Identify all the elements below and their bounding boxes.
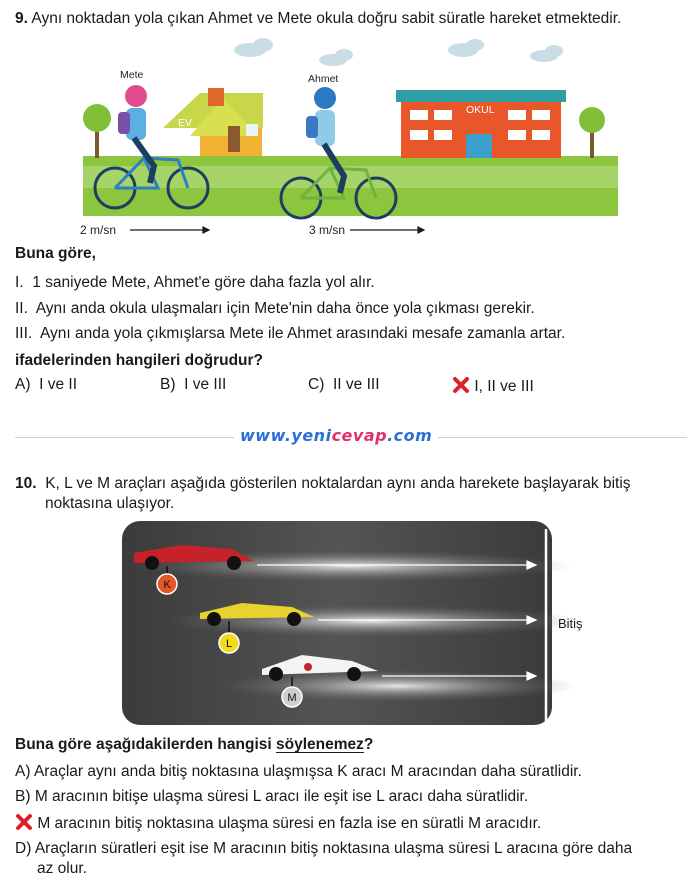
question-text: K, L ve M araçları aşağıda gösterilen noktalardan aynı anda harekete başlayarak bitiş: [45, 475, 631, 492]
statement-text: 1 saniyede Mete, Ahmet'e göre daha fazla yol alır.: [32, 274, 375, 291]
option-b[interactable]: [15, 788, 528, 806]
site-watermark[interactable]: [234, 426, 438, 445]
option-text: M aracının bitişe ulaşma süresi L aracı ile eşit ise L aracı daha süratlidir.: [34, 788, 529, 805]
option-text: Araçların süratleri eşit ise M aracının bitiş noktasına ulaşma süresi L aracına göre daha: [34, 840, 633, 857]
question-number: 9.: [15, 10, 28, 27]
statement-2: [15, 299, 535, 319]
ahmet-speed-label: 3 m/sn: [309, 223, 346, 237]
ahmet-label: Ahmet: [308, 73, 339, 85]
statement-3: [15, 324, 565, 344]
ask-suffix: ?: [363, 736, 374, 753]
option-letter: B): [15, 788, 31, 805]
option-letter: A): [15, 763, 31, 780]
statement-text: Aynı anda okula ulaşmaları için Mete'nin daha önce yola çıkması gerekir.: [35, 300, 535, 317]
answer-cross-icon: [15, 813, 33, 831]
school-label: OKUL: [466, 104, 495, 116]
option-text: Araçlar aynı anda bitiş noktasına ulaşmışsa K aracı M aracından daha süratlidir.: [33, 763, 582, 780]
speed-arrow-icon: [130, 227, 424, 233]
question-ask: [15, 735, 373, 755]
option-letter: C): [308, 376, 325, 393]
house-label: EV: [178, 117, 193, 129]
answer-cross-icon: [452, 376, 470, 394]
watermark-prefix: www.yeni: [240, 426, 332, 445]
marker-m-label: M: [287, 692, 297, 704]
option-text: M aracının bitiş noktasına ulaşma süresi en fazla ise en süratli M aracıdır.: [37, 815, 542, 832]
lead-text: Buna göre,: [15, 245, 96, 262]
option-c[interactable]: [15, 813, 541, 833]
option-text: II ve III: [332, 376, 380, 393]
option-d[interactable]: [452, 376, 534, 396]
ask-underlined: söylenemez: [276, 736, 364, 753]
finish-label: Bitiş: [558, 616, 583, 631]
option-a[interactable]: [15, 763, 582, 781]
statement-number: III.: [15, 325, 33, 342]
mete-label: Mete: [120, 69, 144, 81]
option-text: I, II ve III: [474, 378, 534, 395]
bicycle-scene-illustration: [78, 38, 623, 238]
question-number: 10.: [15, 475, 37, 492]
option-letter: A): [15, 376, 31, 393]
mete-speed-label: 2 m/sn: [80, 223, 117, 237]
option-letter: D): [15, 840, 32, 857]
option-letter: B): [160, 376, 176, 393]
question-text-cont: noktasına ulaşıyor.: [45, 495, 175, 512]
option-c[interactable]: [308, 376, 380, 394]
statement-number: II.: [15, 300, 28, 317]
watermark-mid: cevap: [331, 426, 388, 445]
marker-l-label: L: [225, 638, 233, 650]
option-text: I ve III: [184, 376, 227, 393]
cloud-icon: [234, 38, 563, 66]
option-d-cont: az olur.: [37, 860, 87, 877]
question-9: [15, 9, 621, 29]
statement-text: Aynı anda yola çıkmışlarsa Mete ile Ahmet arasındaki mesafe zamanla artar.: [40, 325, 566, 342]
statement-1: [15, 273, 375, 293]
question-ask: ifadelerinden hangileri doğrudur?: [15, 352, 264, 369]
question-10: [15, 474, 631, 494]
option-b[interactable]: [160, 376, 226, 394]
race-track-illustration: [122, 521, 612, 725]
option-d[interactable]: [15, 840, 632, 858]
statement-number: I.: [15, 274, 24, 291]
question-text: Aynı noktadan yola çıkan Ahmet ve Mete okula doğru sabit süratle hareket etmektedir.: [31, 10, 622, 27]
marker-k-label: K: [163, 579, 171, 591]
option-a[interactable]: [15, 376, 77, 394]
school-icon: [396, 90, 566, 158]
watermark-suffix: .com: [387, 426, 433, 445]
ask-prefix: Buna göre aşağıdakilerden hangisi: [15, 736, 276, 753]
option-text: I ve II: [39, 376, 78, 393]
